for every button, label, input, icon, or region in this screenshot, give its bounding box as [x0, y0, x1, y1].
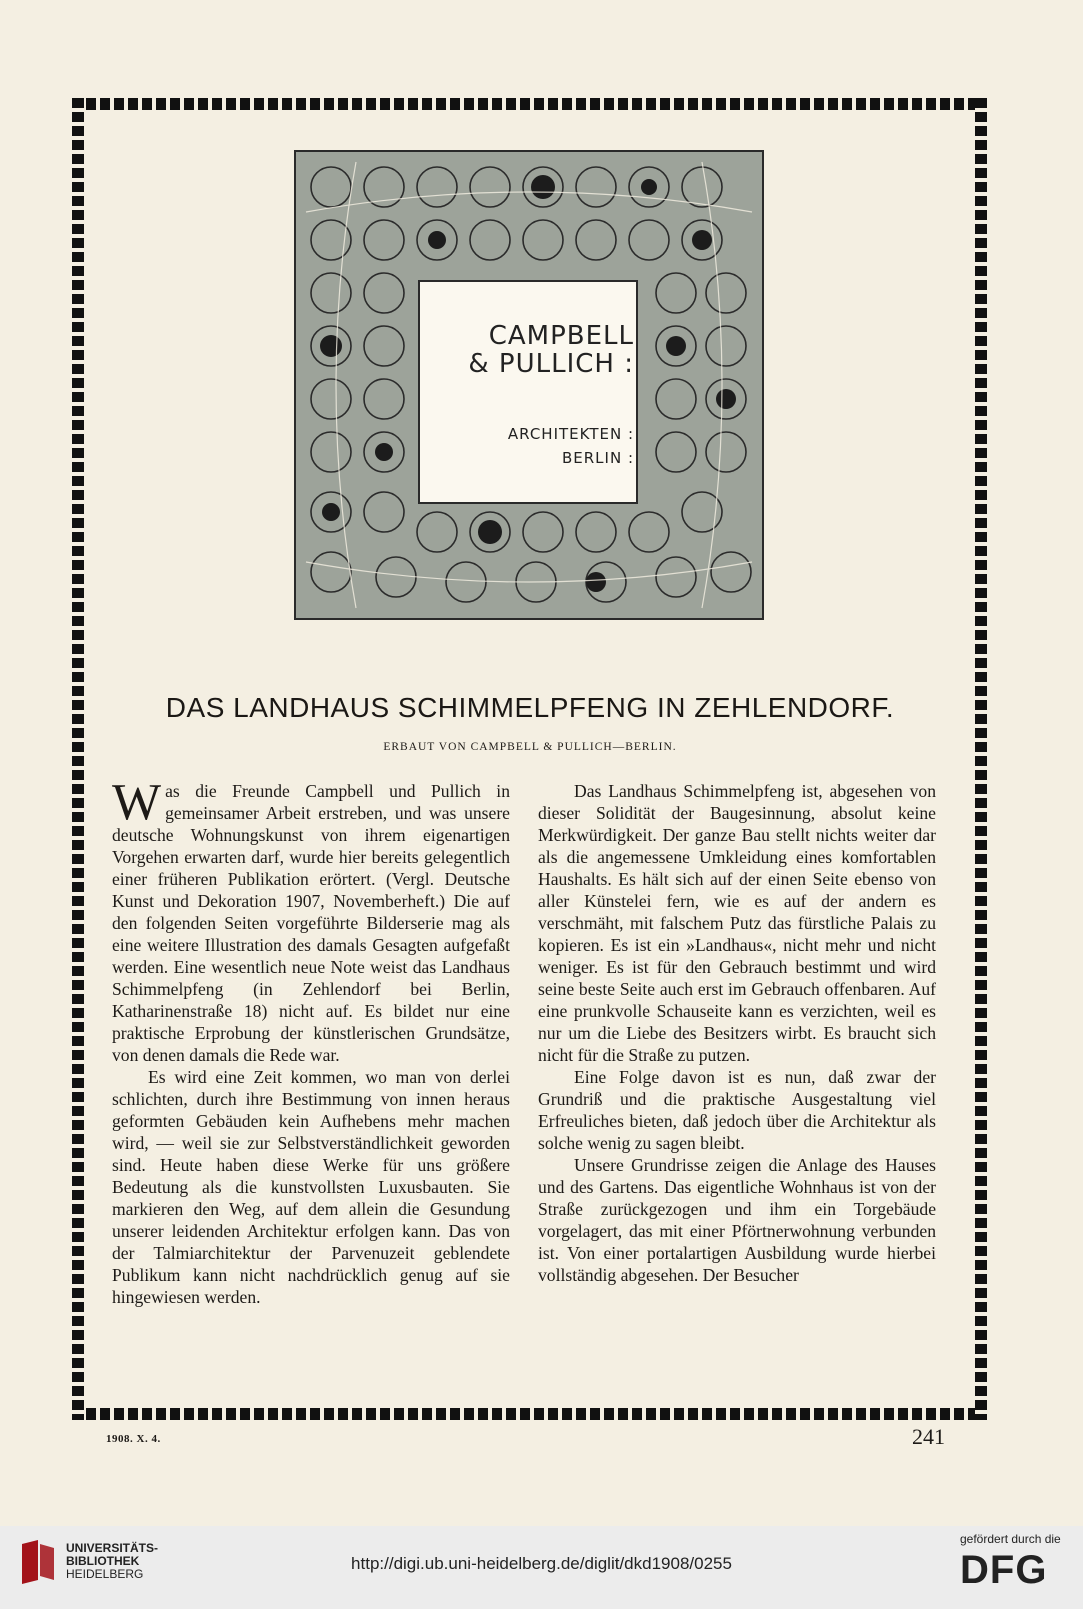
frame-border-top — [72, 98, 987, 110]
article-title: DAS LANDHAUS SCHIMMELPFENG IN ZEHLENDORF. — [165, 692, 895, 723]
funding-note: gefördert durch die — [960, 1532, 1061, 1546]
library-name-line2: BIBLIOTHEK — [66, 1554, 140, 1568]
source-url[interactable]: http://digi.ub.uni-heidelberg.de/diglit/dkd1908/0255 — [351, 1554, 732, 1573]
page-number: 241 — [912, 1424, 945, 1449]
dropcap: W — [112, 774, 162, 831]
frame-border-bottom — [72, 1408, 987, 1420]
firm-name-line2: & PULLICH : — [468, 349, 634, 379]
ornamental-vignette — [294, 150, 764, 620]
firm-name — [434, 322, 634, 378]
vignette-title-panel — [418, 280, 638, 504]
firm-profession: ARCHITEKTEN : — [507, 425, 634, 443]
firm-subtitle — [434, 422, 634, 470]
text-column-left — [112, 774, 510, 1308]
article-subtitle: ERBAUT VON CAMPBELL & PULLICH—BERLIN. — [383, 741, 677, 753]
text-column-right — [538, 780, 936, 1286]
issue-reference: 1908. X. 4. — [106, 1433, 161, 1445]
paragraph-1 — [112, 774, 510, 1066]
digitization-bar — [0, 1526, 1083, 1609]
frame-border-right — [975, 98, 987, 1420]
frame-border-left — [72, 98, 84, 1420]
paragraph-5: Unsere Grundrisse zeigen die Anlage des Hauses und des Gartens. Das eigentliche Wohnhaus ist von der Straße zurückgezogen und ihm ein Torgebäude vorgelagert, das mit einer Pförtnerwohnung verbunden ist. Von einer portalartigen Ausbildung wurde hierbei vollständig abgesehen. Der Besucher — [538, 1155, 936, 1285]
firm-name-line1: CAMPBELL — [488, 321, 634, 351]
library-name-line3: HEIDELBERG — [66, 1567, 144, 1581]
library-name-line1: UNIVERSITÄTS- — [66, 1541, 159, 1555]
firm-city: BERLIN : — [561, 449, 634, 467]
paragraph-1-text: as die Freunde Campbell und Pullich in gemeinsamer Arbeit erstreben, und was unsere deutsche Wohnungskunst von ihrem eigenartigen Vorgehen erwarten darf, wurde hier bereits gelegentlich einer früheren Publikation erörtert. (Vergl. Deutsche Kunst und Dekoration 1907, Novemberheft.) Die auf den folgenden Seiten vorgeführte Bilderserie mag als eine weitere Illustration des damals Gesagten aufgefaßt werden. Eine wesentlich neue Note weist das Landhaus Schimmelpfeng (in Zehlendorf bei Berlin, Katharinenstraße 18) nicht auf. Es bildet nur eine praktische Erprobung der künstlerischen Grundsätze, von denen damals die Rede war. — [112, 781, 510, 1065]
paragraph-2: Es wird eine Zeit kommen, wo man von derlei schlichten, durch ihre Bestimmung von innen heraus geformten Gebäuden kein Aufhebens mehr machen wird, — weil sie zur Selbstverständlichkeit geworden sind. Heute haben diese Werke für uns größere Bedeutung als die kunstvollsten Luxusbauten. Sie markieren den Weg, auf dem allein die Gesundung unserer leidenden Architektur erfolgen kann. Das von der Talmiarchitektur der Parvenuzeit geblendete Publikum kann nicht nachdrücklich genug auf sie hingewiesen werden. — [112, 1067, 510, 1307]
paragraph-3: Das Landhaus Schimmelpfeng ist, abgesehen von dieser Solidität der Baugesinnung, absolut keine Merkwürdigkeit. Der ganze Bau stellt nichts weiter dar als die angemessene Umkleidung eines komfortablen Haushalts. Es hält sich auf der einen Seite ebenso von aller Künstelei fern, wie es auf der andern es verschmäht, mit falschem Putz das fürstliche Palais zu kopieren. Es ist ein »Landhaus«, nicht mehr und nicht weniger. Es ist für den Gebrauch bestimmt und wird seine beste Seite auch erst im Gebrauch offenbaren. Auf eine prunkvolle Schauseite kann es verzichten, weil es nur um die Liebe des Besitzers wirbt. Es braucht sich nicht für die Straße zu putzen. — [538, 781, 936, 1065]
dfg-logo: DFG — [960, 1548, 1048, 1592]
paragraph-4: Eine Folge davon ist es nun, daß zwar der Grundriß und die praktische Ausgestaltung viel Erfreuliches bieten, daß jedoch über die Architektur als solche wenig zu sagen bleibt. — [538, 1067, 936, 1153]
